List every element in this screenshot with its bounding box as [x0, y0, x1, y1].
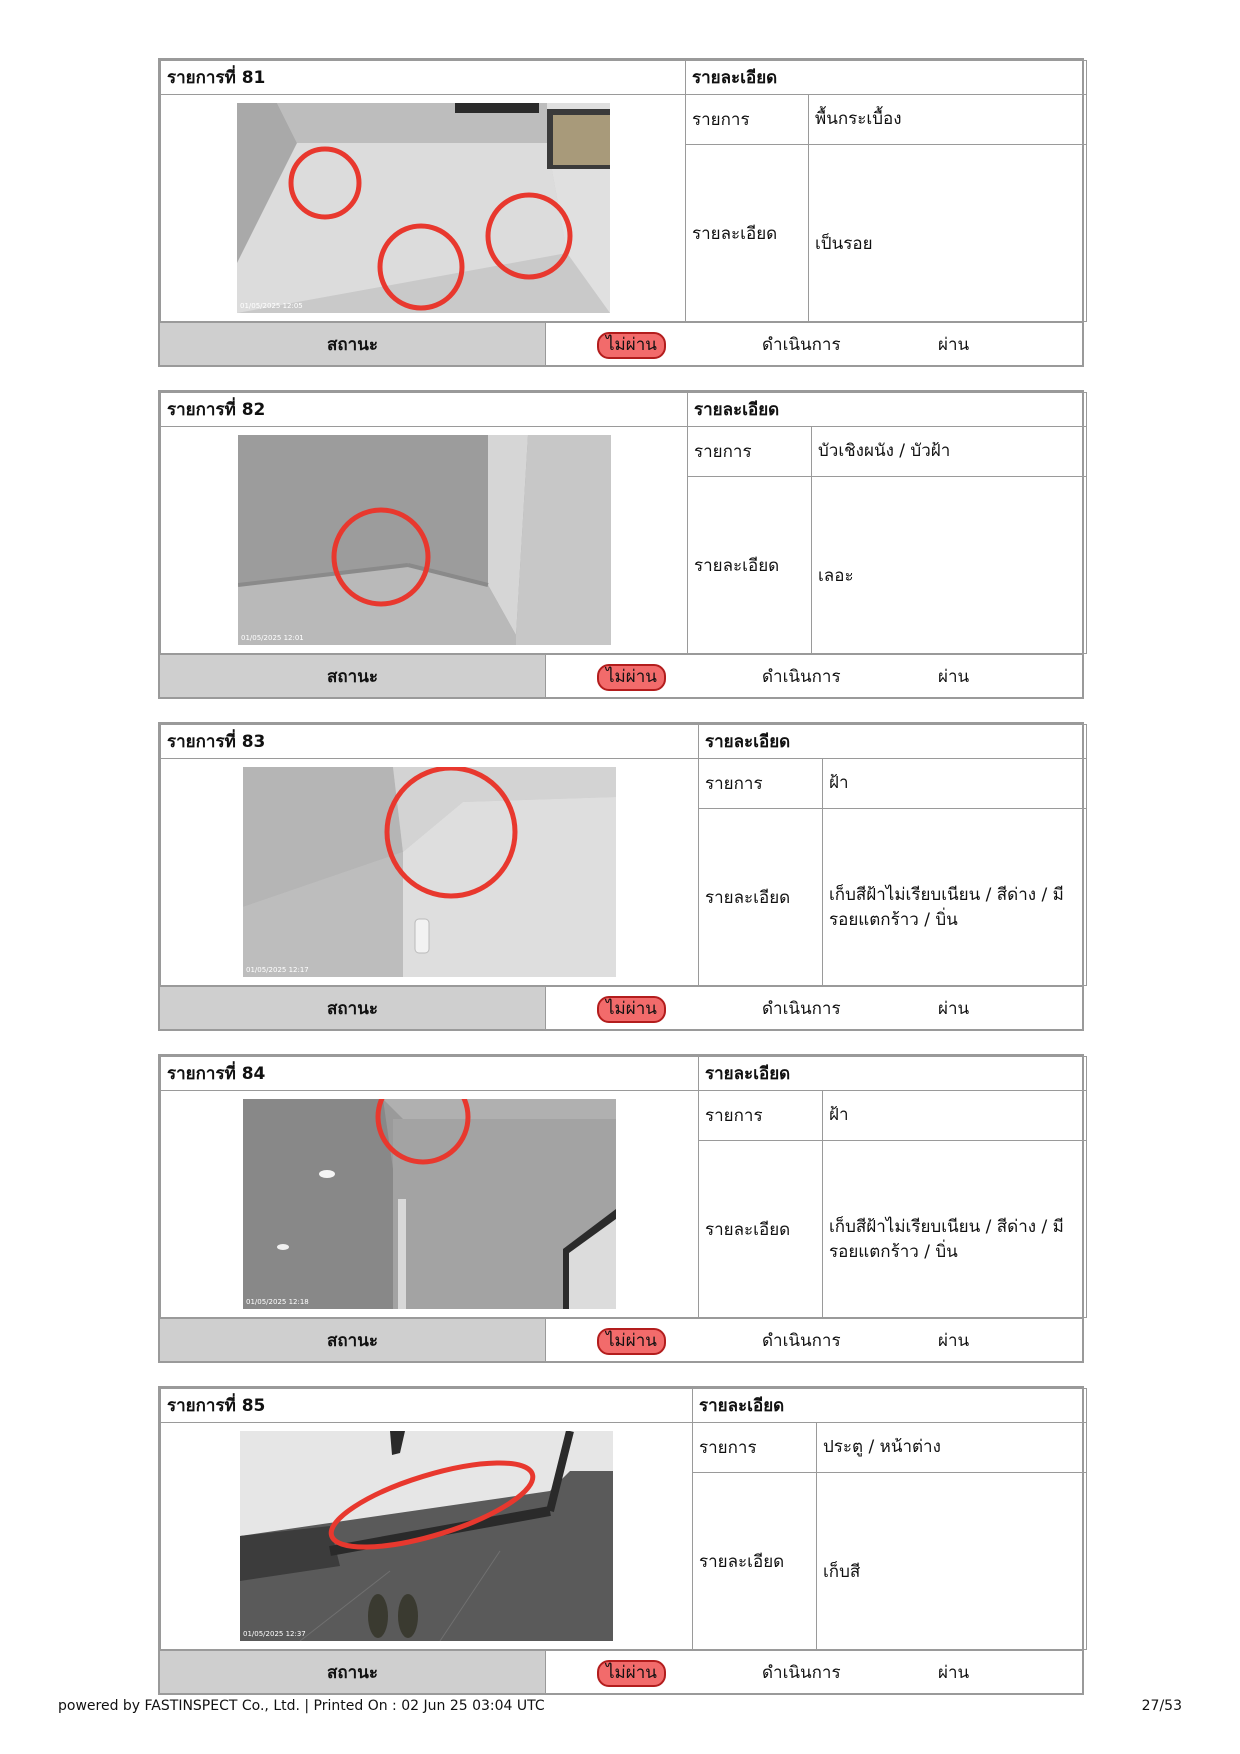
item-value: ฝ้า — [823, 1091, 1087, 1141]
status-pass-option[interactable]: ผ่าน — [938, 666, 970, 687]
item-label: รายการ — [699, 759, 823, 809]
detail-value: เก็บสี — [817, 1473, 1087, 1650]
item-title: รายการที่ 83 — [161, 725, 699, 759]
detail-value: เก็บสีฝ้าไม่เรียบเนียน / สีด่าง / มีรอยแตกร้าว / บิ่น — [823, 809, 1087, 986]
inspection-card-84 — [158, 1054, 1084, 1363]
item-value: ฝ้า — [823, 759, 1087, 809]
status-fail-badge[interactable]: ไม่ผ่าน — [597, 1328, 666, 1355]
photo-cell — [161, 1423, 693, 1650]
status-row — [160, 1318, 1082, 1361]
detail-label: รายละเอียด — [686, 145, 809, 322]
detail-header: รายละเอียด — [699, 1057, 1087, 1091]
status-fail-badge[interactable]: ไม่ผ่าน — [597, 664, 666, 691]
item-title: รายการที่ 85 — [161, 1389, 693, 1423]
detail-value: เก็บสีฝ้าไม่เรียบเนียน / สีด่าง / มีรอยแตกร้าว / บิ่น — [823, 1141, 1087, 1318]
inspection-card-81 — [158, 58, 1084, 367]
item-label: รายการ — [699, 1091, 823, 1141]
detail-label: รายละเอียด — [699, 1141, 823, 1318]
defect-photo[interactable] — [243, 1099, 616, 1309]
item-value: ประตู / หน้าต่าง — [817, 1423, 1087, 1473]
detail-value: เลอะ — [812, 477, 1087, 654]
status-in-progress-option[interactable]: ดำเนินการ — [762, 1662, 841, 1683]
detail-header: รายละเอียด — [699, 725, 1087, 759]
status-in-progress-option[interactable]: ดำเนินการ — [762, 334, 841, 355]
status-pass-option[interactable]: ผ่าน — [938, 334, 970, 355]
detail-label: รายละเอียด — [688, 477, 812, 654]
status-in-progress-option[interactable]: ดำเนินการ — [762, 666, 841, 687]
status-label: สถานะ — [160, 655, 546, 697]
status-pass-option[interactable]: ผ่าน — [938, 1662, 970, 1683]
photo-timestamp: 01/05/2025 12:17 — [246, 966, 309, 974]
defect-photo[interactable] — [237, 103, 610, 313]
detail-header: รายละเอียด — [686, 61, 1087, 95]
photo-timestamp: 01/05/2025 12:18 — [246, 1298, 309, 1306]
inspection-card-85 — [158, 1386, 1084, 1695]
status-label: สถานะ — [160, 1651, 546, 1693]
status-pass-option[interactable]: ผ่าน — [938, 998, 970, 1019]
defect-photo[interactable] — [243, 767, 616, 977]
status-fail-badge[interactable]: ไม่ผ่าน — [597, 332, 666, 359]
status-row — [160, 654, 1082, 697]
status-fail-badge[interactable]: ไม่ผ่าน — [597, 1660, 666, 1687]
detail-label: รายละเอียด — [693, 1473, 817, 1650]
footer-credit: powered by FASTINSPECT Co., Ltd. | Printed On : 02 Jun 25 03:04 UTC — [58, 1698, 545, 1714]
item-title: รายการที่ 82 — [161, 393, 688, 427]
detail-header: รายละเอียด — [688, 393, 1087, 427]
photo-cell — [161, 427, 688, 654]
status-in-progress-option[interactable]: ดำเนินการ — [762, 998, 841, 1019]
inspection-card-82 — [158, 390, 1084, 699]
status-label: สถานะ — [160, 1319, 546, 1361]
status-pass-option[interactable]: ผ่าน — [938, 1330, 970, 1351]
item-title: รายการที่ 81 — [161, 61, 686, 95]
status-fail-badge[interactable]: ไม่ผ่าน — [597, 996, 666, 1023]
defect-photo[interactable] — [238, 435, 611, 645]
photo-cell — [161, 1091, 699, 1318]
item-label: รายการ — [693, 1423, 817, 1473]
status-row — [160, 986, 1082, 1029]
status-in-progress-option[interactable]: ดำเนินการ — [762, 1330, 841, 1351]
status-row — [160, 322, 1082, 365]
detail-value: เป็นรอย — [809, 145, 1087, 322]
page-number: 27/53 — [1141, 1698, 1182, 1714]
defect-photo[interactable] — [240, 1431, 613, 1641]
detail-header: รายละเอียด — [693, 1389, 1087, 1423]
photo-timestamp: 01/05/2025 12:01 — [240, 634, 304, 642]
detail-label: รายละเอียด — [699, 809, 823, 986]
photo-cell — [161, 759, 699, 986]
inspection-card-83 — [158, 722, 1084, 1031]
item-value: บัวเชิงผนัง / บัวฝ้า — [812, 427, 1087, 477]
item-title: รายการที่ 84 — [161, 1057, 699, 1091]
item-value: พื้นกระเบื้อง — [809, 95, 1087, 145]
photo-timestamp: 01/05/2025 12:05 — [239, 302, 303, 310]
item-label: รายการ — [686, 95, 809, 145]
status-row — [160, 1650, 1082, 1693]
photo-timestamp: 01/05/2025 12:37 — [243, 1630, 306, 1638]
item-label: รายการ — [688, 427, 812, 477]
status-label: สถานะ — [160, 323, 546, 365]
status-label: สถานะ — [160, 987, 546, 1029]
photo-cell — [161, 95, 686, 322]
